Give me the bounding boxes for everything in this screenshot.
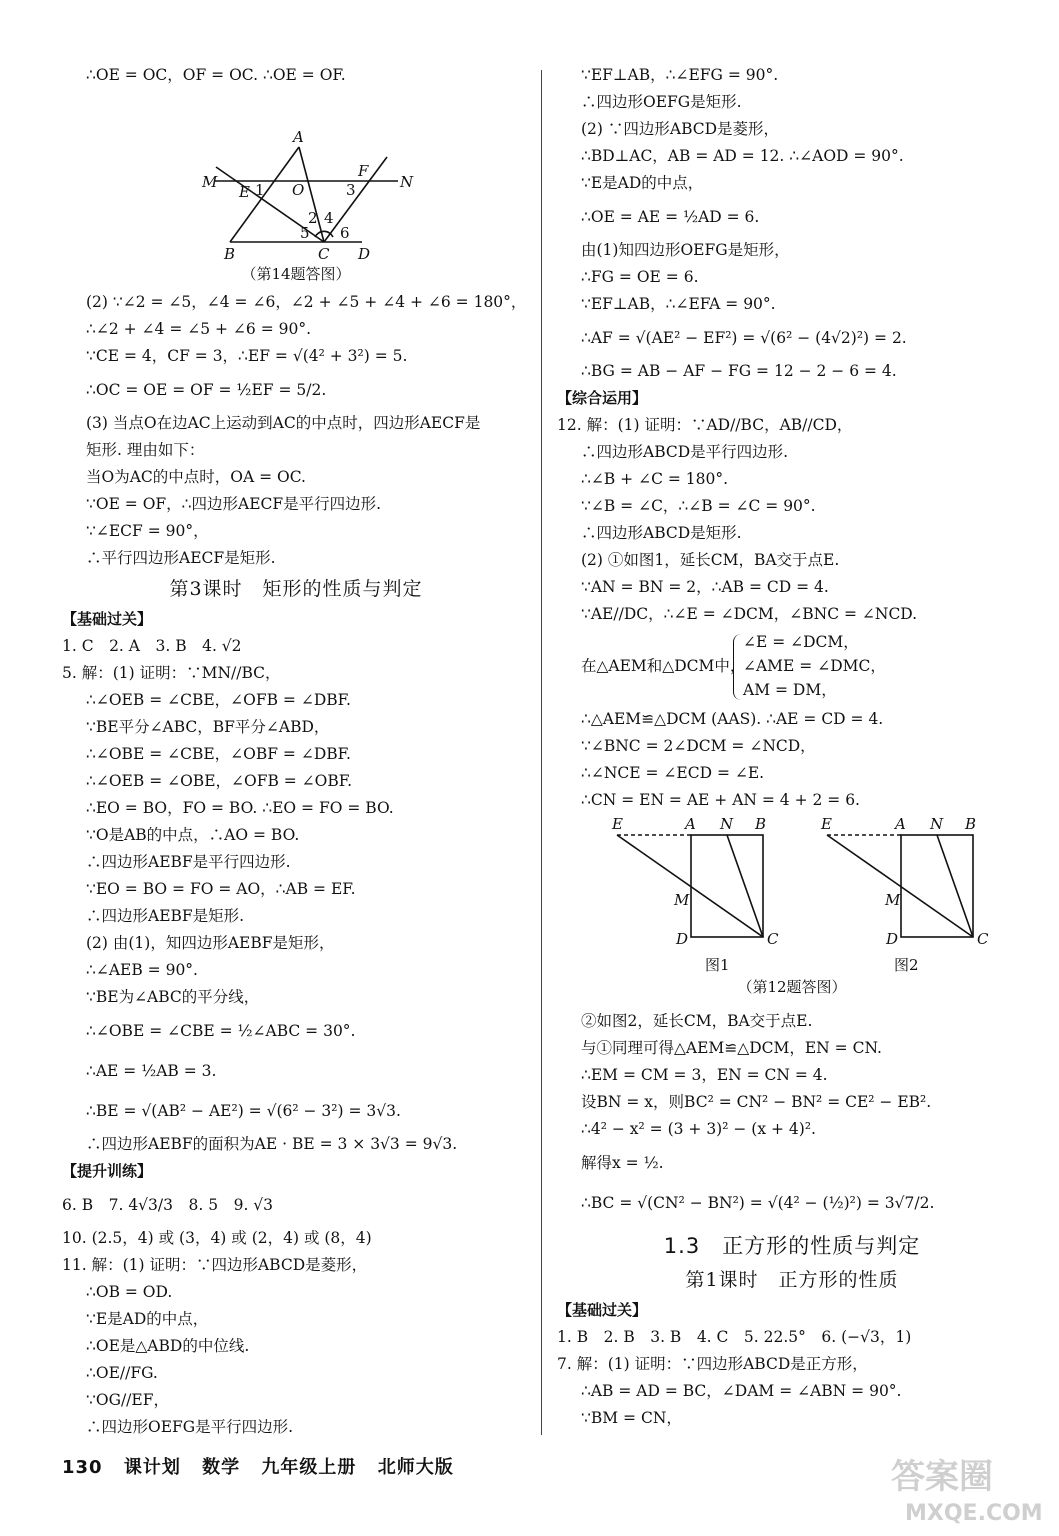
answer-line: 7. 解：(1) 证明：∵四边形ABCD是正方形，: [557, 1355, 868, 1373]
figure-12-panel-2: [827, 835, 973, 937]
text-line: ∵BM = CN，: [581, 1409, 682, 1427]
text-line: 设BN = x，则BC² = CN² − BN² = CE² − EB².: [581, 1093, 932, 1111]
text-line: (3) 当点O在边AC上运动到AC的中点时，四边形AECF是: [86, 414, 481, 432]
text-line: ∴∠AEB = 90°.: [86, 961, 198, 979]
edition: 北师大版: [377, 1457, 454, 1478]
rect-abcd-1: [691, 835, 763, 937]
text-line: ∵∠B = ∠C，∴∠B = ∠C = 90°.: [581, 497, 816, 515]
label-M-2: M: [885, 891, 901, 909]
text-line: 由(1)知四边形OEFG是矩形，: [581, 241, 790, 259]
text-line: (2) ∵∠2 = ∠5，∠4 = ∠6，∠2 + ∠5 + ∠4 + ∠6 = 180°，: [86, 293, 527, 311]
text-line: ∵E是AD的中点，: [86, 1310, 209, 1328]
text-line: ∴OC = OE = OF = ½EF = 5/2.: [86, 381, 327, 399]
text-line: ∵EF⊥AB，∴∠EFG = 90°.: [581, 66, 779, 84]
text-line: ∵CE = 4，CF = 3，∴EF = √(4² + 3²) = 5.: [86, 347, 408, 365]
section-label: 【基础过关】: [557, 1301, 648, 1319]
label-A: A: [293, 128, 304, 146]
label-D-2: D: [886, 930, 899, 948]
text-line: ∴FG = OE = 6.: [581, 268, 699, 286]
text-line: ∵O是AB的中点，∴AO = BO.: [86, 826, 300, 844]
figure-12: [557, 814, 1027, 998]
line-nc-1: [727, 835, 763, 937]
label-N: N: [400, 173, 414, 191]
lesson-heading: 第3课时 矩形的性质与判定: [169, 578, 423, 600]
label-M-1: M: [674, 891, 690, 909]
left-column: [62, 62, 530, 1441]
text-line: ∴平行四边形AECF是矩形.: [86, 549, 276, 567]
label-2: 2: [308, 209, 318, 227]
answer-line: 6. B 7. 4√3/3 8. 5 9. √3: [62, 1196, 274, 1214]
text-line: ∴四边形AEBF是平行四边形.: [86, 853, 291, 871]
condition: ∠AME = ∠DMC，: [743, 657, 886, 675]
label-3: 3: [346, 181, 356, 199]
answer-line: 10. (2.5，4) 或 (3，4) 或 (2，4) 或 (8，4): [62, 1229, 372, 1247]
label-A-1: A: [685, 815, 696, 833]
label-E-1: E: [612, 815, 623, 833]
watermark-bottom: MXQE.COM: [905, 1501, 1043, 1526]
label-1: 1: [255, 181, 265, 199]
line-ec-2: [827, 835, 973, 937]
text-line: ∵BE为∠ABC的平分线，: [86, 988, 260, 1006]
label-A-2: A: [895, 815, 906, 833]
text-line: ∵AE//DC，∴∠E = ∠DCM，∠BNC = ∠NCD.: [581, 605, 918, 623]
text-line: ∵BE平分∠ABC，BF平分∠ABD，: [86, 718, 330, 736]
label-C: C: [318, 245, 330, 263]
text-line: ∴∠2 + ∠4 = ∠5 + ∠6 = 90°.: [86, 320, 312, 338]
label-O: O: [292, 181, 305, 199]
text-line: ∵OE = OF，∴四边形AECF是平行四边形.: [86, 495, 382, 513]
text-line: ∴CN = EN = AE + AN = 4 + 2 = 6.: [581, 791, 860, 809]
lesson-heading: 第1课时 正方形的性质: [685, 1269, 899, 1291]
text-line: ∵EF⊥AB，∴∠EFA = 90°.: [581, 295, 776, 313]
text-line: ∴OE = OC，OF = OC. ∴OE = OF.: [86, 66, 346, 84]
text-line: ∴∠OEB = ∠OBE，∠OFB = ∠OBF.: [86, 772, 353, 790]
text-line: 矩形. 理由如下：: [86, 441, 205, 459]
figure-12-panel-1: [617, 835, 763, 937]
watermark-top: 答案圈: [891, 1457, 993, 1497]
label-C-1: C: [767, 930, 779, 948]
text-line: ∴四边形AEBF是矩形.: [86, 907, 245, 925]
label-5: 5: [300, 224, 310, 242]
section-label: 【提升训练】: [62, 1162, 153, 1180]
rect-abcd-2: [901, 835, 973, 937]
watermark-logo: [879, 1448, 1049, 1528]
grade: 九年级上册: [261, 1457, 357, 1478]
text-line: ∴AE = ½AB = 3.: [86, 1062, 217, 1080]
text-line: ∴∠NCE = ∠ECD = ∠E.: [581, 764, 765, 782]
label-B-2: B: [965, 815, 977, 833]
label-F: F: [358, 162, 369, 180]
answer-line: 5. 解：(1) 证明：∵MN//BC，: [62, 664, 281, 682]
text-line: ∴四边形OEFG是平行四边形.: [86, 1418, 294, 1436]
congruence-prefix: 在△AEM和△DCM中，: [581, 657, 746, 675]
label-E: E: [239, 183, 250, 201]
text-line: ∵OG//EF，: [86, 1391, 169, 1409]
figure-14-caption: （第14题答图）: [241, 265, 351, 283]
congruence-conditions: [743, 630, 886, 702]
text-line: ∴OE//FG.: [86, 1364, 158, 1382]
text-line: 当O为AC的中点时，OA = OC.: [86, 468, 306, 486]
label-B-1: B: [755, 815, 767, 833]
text-line: ∴OE = AE = ½AD = 6.: [581, 208, 760, 226]
answer-line: 1. B 2. B 3. B 4. C 5. 22.5° 6. (−√3，1): [557, 1328, 912, 1346]
label-4: 4: [324, 209, 334, 227]
text-line: ∴BC = √(CN² − BN²) = √(4² − (½)²) = 3√7/2.: [581, 1194, 935, 1212]
text-line: ∴4² − x² = (3 + 3)² − (x + 4)².: [581, 1120, 816, 1138]
text-line: (2) 由(1)，知四边形AEBF是矩形，: [86, 934, 335, 952]
text-line: ∵∠BNC = 2∠DCM = ∠NCD，: [581, 737, 816, 755]
label-D-1: D: [676, 930, 689, 948]
page-number: 130: [62, 1457, 103, 1478]
page-footer: [62, 1453, 468, 1479]
text-line: (2) ∵四边形ABCD是菱形，: [581, 120, 780, 138]
text-line: ∴∠OEB = ∠CBE，∠OFB = ∠DBF.: [86, 691, 351, 709]
label-D: D: [358, 245, 371, 263]
text-line: ∴△AEM≌△DCM (AAS). ∴AE = CD = 4.: [581, 710, 884, 728]
line-nc-2: [937, 835, 973, 937]
text-line: ∴EM = CM = 3，EN = CN = 4.: [581, 1066, 828, 1084]
label-M: M: [202, 173, 218, 191]
section-label: 【基础过关】: [62, 610, 153, 628]
label-E-2: E: [821, 815, 832, 833]
subfig-2-label: 图2: [894, 956, 919, 974]
text-line: ∴BE = √(AB² − AE²) = √(6² − 3²) = 3√3.: [86, 1102, 401, 1120]
condition: ∠E = ∠DCM，: [743, 633, 859, 651]
figure-12-caption: （第12题答图）: [737, 978, 847, 996]
figure-12-diagram: [557, 814, 1027, 974]
text-line: ∴AB = AD = BC，∠DAM = ∠ABN = 90°.: [581, 1382, 902, 1400]
book-title: 课计划: [123, 1457, 181, 1478]
answer-line: 1. C 2. A 3. B 4. √2: [62, 637, 242, 655]
subject: 数学: [202, 1457, 241, 1478]
text-line: ∴OB = OD.: [86, 1283, 173, 1301]
line-cf: [324, 157, 387, 242]
subfig-1-label: 图1: [705, 956, 730, 974]
brace: [733, 634, 742, 700]
text-line: ∴∠OBE = ∠CBE = ½∠ABC = 30°.: [86, 1022, 356, 1040]
text-line: ②如图2，延长CM，BA交于点E.: [581, 1012, 813, 1030]
right-column: [557, 62, 1027, 1432]
text-line: ∴∠B + ∠C = 180°.: [581, 470, 729, 488]
text-line: ∴AF = √(AE² − EF²) = √(6² − (4√2)²) = 2.: [581, 329, 907, 347]
text-line: (2) ①如图1，延长CM，BA交于点E.: [581, 551, 840, 569]
condition: AM = DM，: [743, 681, 837, 699]
watermark-graphic: [879, 1448, 1049, 1528]
line-ec-1: [617, 835, 763, 937]
answer-line: 12. 解：(1) 证明：∵AD//BC，AB//CD，: [557, 416, 853, 434]
text-line: 解得x = ½.: [581, 1154, 664, 1172]
text-line: ∴BG = AB − AF − FG = 12 − 2 − 6 = 4.: [581, 362, 897, 380]
answer-line: 11. 解：(1) 证明：∵四边形ABCD是菱形，: [62, 1256, 368, 1274]
text-line: ∴OE是△ABD的中位线.: [86, 1337, 250, 1355]
label-N-2: N: [930, 815, 944, 833]
text-line: ∴四边形OEFG是矩形.: [581, 93, 742, 111]
text-line: ∴EO = BO，FO = BO. ∴EO = FO = BO.: [86, 799, 394, 817]
label-C-2: C: [977, 930, 989, 948]
text-line: 与①同理可得△AEM≌△DCM，EN = CN.: [581, 1039, 882, 1057]
column-divider: [541, 70, 542, 1435]
label-6: 6: [340, 224, 350, 242]
congruence-block: [557, 628, 1027, 706]
text-line: ∵∠ECF = 90°，: [86, 522, 209, 540]
text-line: ∴四边形AEBF的面积为AE · BE = 3 × 3√3 = 9√3.: [86, 1135, 458, 1153]
text-line: ∴BD⊥AC，AB = AD = 12. ∴∠AOD = 90°.: [581, 147, 904, 165]
text-line: ∴∠OBE = ∠CBE，∠OBF = ∠DBF.: [86, 745, 351, 763]
text-line: ∵EO = BO = FO = AO，∴AB = EF.: [86, 880, 356, 898]
text-line: ∵E是AD的中点，: [581, 174, 704, 192]
text-line: ∵AN = BN = 2，∴AB = CD = 4.: [581, 578, 829, 596]
text-line: ∴四边形ABCD是矩形.: [581, 524, 742, 542]
figure-14-diagram: [62, 89, 530, 267]
label-N-1: N: [720, 815, 734, 833]
figure-14: [62, 89, 530, 283]
section-heading: 1.3 正方形的性质与判定: [663, 1234, 921, 1258]
section-label: 【综合运用】: [557, 389, 648, 407]
label-B: B: [224, 245, 236, 263]
text-line: ∴四边形ABCD是平行四边形.: [581, 443, 789, 461]
